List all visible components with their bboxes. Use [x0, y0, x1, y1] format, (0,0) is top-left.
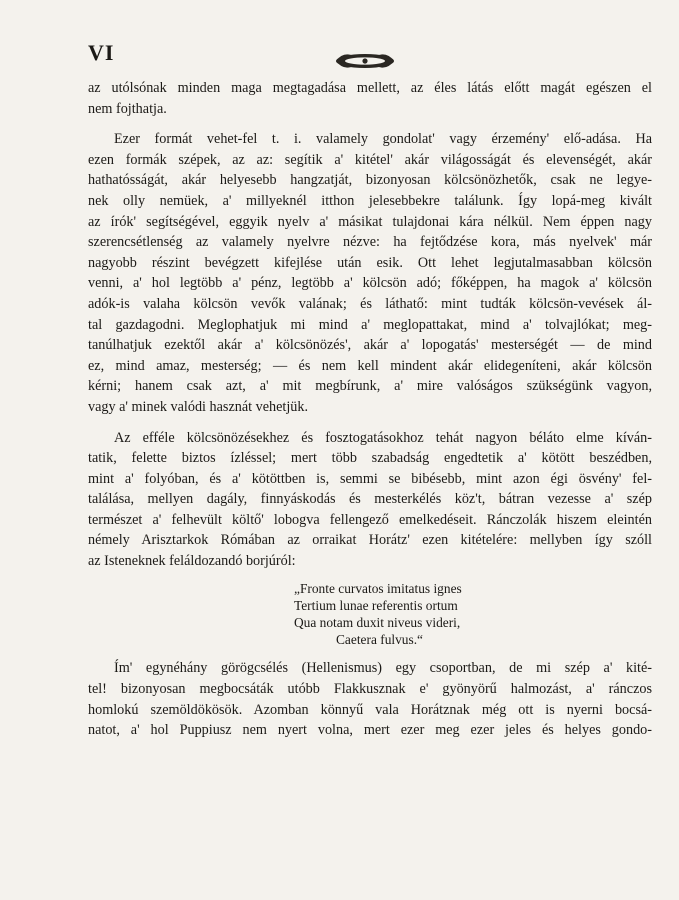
text-line: tanúlhatjuk ezektől akár a' kölcsönözés', akár a' lopogatás' mesterségét — de mind	[88, 337, 652, 354]
text-line: szerencsétlenség az valamely nyelvre nézve: ha fejtődzése kora, más nyelvek' már	[88, 234, 652, 251]
text-line: vagy a' minek valódi hasznát vehetjük.	[88, 398, 309, 415]
text-line: természet a' felhevült költő' lobogva fellengező emelkedéseit. Ránczolák hiszem eleintén	[88, 511, 652, 528]
text-line: mint a' folyóban, és a' kötöttben is, semmi se bibésebb, mint azon égi ösvény' fel-	[88, 470, 652, 487]
text-line: ezen formák szépek, az az: segítik a' kitétel' akár világosságát és elevenségét, akár	[88, 151, 652, 168]
text-line: venni, a' hol legtöbb a' pénz, legtöbb a' kölcsön adó; főképpen, ha magok a' kölcsön	[88, 275, 652, 292]
paragraph-3	[88, 428, 652, 572]
text-line: az írók' segítségével, eggyik nyelv a' másikat tulajdonai kára nélkül. Nem éppen nagy	[88, 213, 652, 230]
paragraph-2	[88, 129, 652, 417]
text-line: Ezer formát vehet-fel t. i. valamely gondolat' vagy érzemény' elő-adása. Ha	[114, 131, 652, 148]
latin-quotation	[294, 580, 652, 649]
text-line: ez, mind amaz, mesterség; — és nem kell mindent akár elidegeníteni, akár kölcsön	[88, 357, 652, 374]
text-line: tatik, felette biztos ízléssel; mert több szabadság engedtetik a' kötött beszédben,	[88, 450, 652, 467]
poem-line: „Fronte curvatos imitatus ignes	[294, 580, 462, 596]
text-line: tal gazdagodni. Meglophatjuk mi mind a' meglopattakat, mind a' tolvajlókat; meg-	[88, 316, 652, 333]
paragraph-4	[88, 658, 652, 740]
ornament-icon	[334, 50, 396, 72]
text-line: nek olly nemüek, a' millyeknél itthon jelesebbekre találunk. Így lopá-meg kivált	[88, 192, 652, 209]
text-line: homlokú szemöldökösök. Azomban könnyű vala Horátznak még ott is nyerni bocsá-	[88, 701, 652, 718]
text-line: találása, mellyen dagály, finnyáskodás és mesterkélés köz't, bátran vezesse a' szép	[88, 491, 652, 508]
paragraph-1	[88, 78, 652, 119]
text-line: natot, a' hol Puppiusz nem nyert volna, mert ezer meg ezer jeles és helyes gondo-	[88, 722, 652, 739]
text-line: hathatósságát, akár helyesebb hangzatját, bizonyosan kölcsönözhetők, csak ne legye-	[88, 172, 652, 189]
text-line: Az efféle kölcsönözésekhez és fosztogatásokhoz tehát nagyon béláto elme kíván-	[114, 429, 652, 446]
text-line: adók-is valaha kölcsön vevők valának; és láthatő: mint tudták kölcsön-vevések ál-	[88, 295, 652, 312]
text-line: nagyobb részint bevégzett kifejlése után esik. Ott lehet legjutalmasabban kölcsön	[88, 254, 652, 271]
poem-line: Qua notam duxit niveus videri,	[294, 615, 461, 631]
text-line: az utólsónak minden maga megtagadása mellett, az éles látás előtt magát egészen el	[88, 80, 652, 96]
text-line: Ím' egynéhány görögcsélés (Hellenismus) egy csoportban, de mi szép a' kité-	[114, 660, 652, 677]
poem-line: Tertium lunae referentis ortum	[294, 597, 458, 613]
poem-line: Caetera fulvus.“	[336, 632, 423, 648]
text-line: az Isteneknek feláldozandó borjúról:	[88, 553, 296, 570]
text-line: nem fojthatja.	[88, 100, 167, 117]
text-line: tel! bizonyosan megbocsáták utóbb Flakkusznak e' gyönyörű halmozást, a' ránczos	[88, 681, 652, 698]
body-text	[88, 78, 652, 741]
text-line: kérni; hanem csak azt, a' mit megbírunk, a' mire valóságos szükségünk vagyon,	[88, 378, 652, 395]
text-line: némely Arisztarkok Rómában az orraikat Horátz' ezen kitételére: mellyben így szóll	[88, 532, 652, 549]
page-number: VI	[88, 40, 115, 65]
